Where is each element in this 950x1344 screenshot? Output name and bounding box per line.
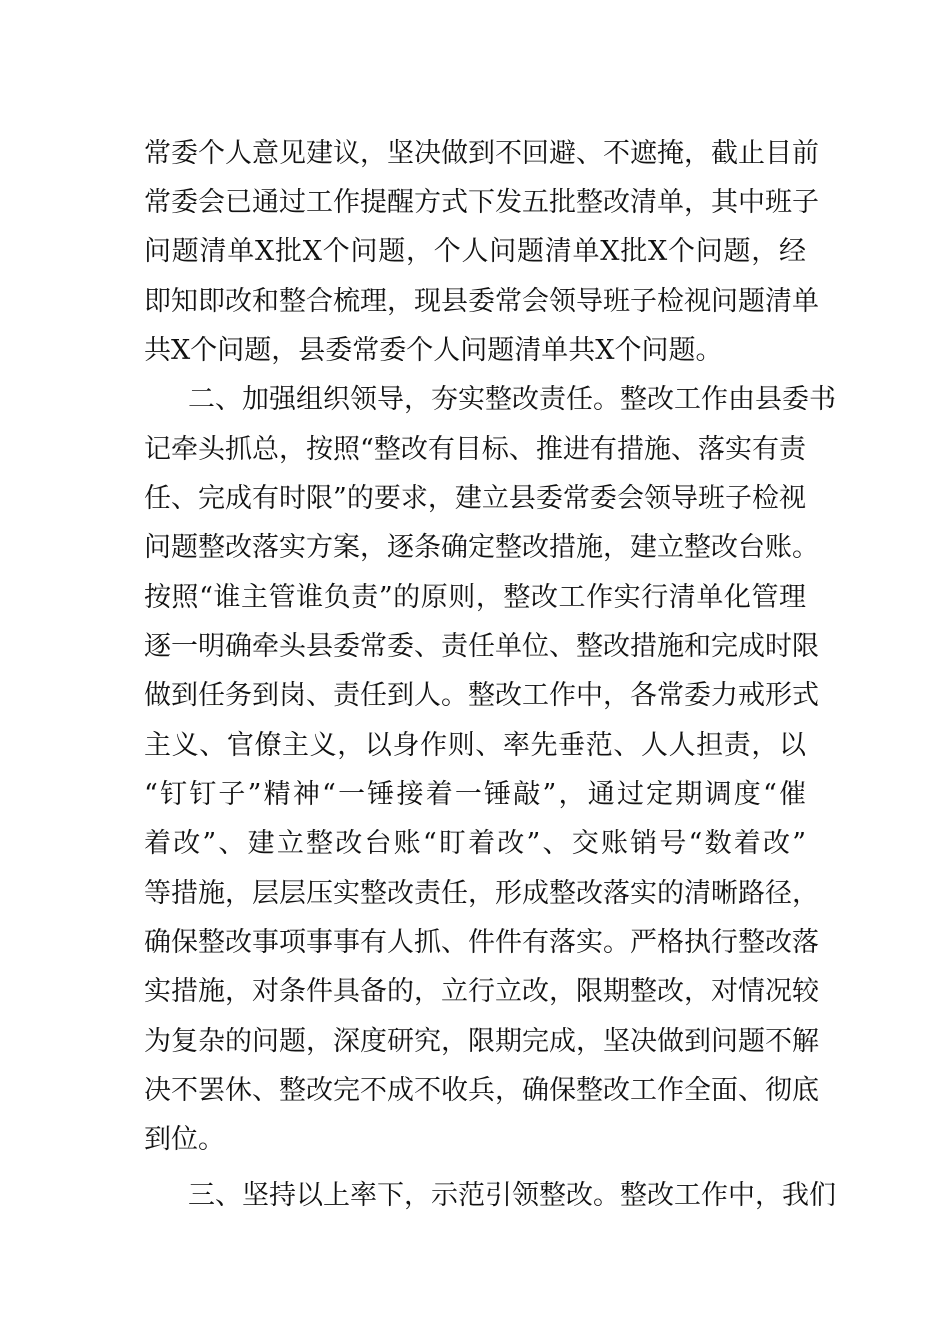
text-line: 按照“谁主管谁负责”的原则，整改工作实行清单化管理 <box>144 582 806 613</box>
text-line: 记牵头抓总，按照“整改有目标、推进有措施、落实有责 <box>144 434 806 465</box>
text-line: 常委会已通过工作提醒方式下发五批整改清单，其中班子 <box>144 187 819 218</box>
text-line: 确保整改事项事事有人抓、件件有落实。严格执行整改落 <box>144 927 819 958</box>
text-line: 问题整改落实方案，逐条确定整改措施，建立整改台账。 <box>144 532 819 563</box>
text-line: 常委个人意见建议，坚决做到不回避、不遮掩，截止目前 <box>144 138 819 169</box>
text-line: 主义、官僚主义，以身作则、率先垂范、人人担责，以 <box>144 730 806 761</box>
text-line: 逐一明确牵头县委常委、责任单位、整改措施和完成时限 <box>144 631 819 662</box>
text-line: 着改”、建立整改台账“盯着改”、交账销号“数着改” <box>144 828 806 859</box>
text-line: 为复杂的问题，深度研究，限期完成，坚决做到问题不解 <box>144 1026 819 1057</box>
text-line: 问题清单X批X个问题，个人问题清单X批X个问题，经 <box>144 236 806 267</box>
text-line: 做到任务到岗、责任到人。整改工作中，各常委力戒形式 <box>144 680 819 711</box>
paragraph-heading-line: 三、坚持以上率下，示范引领整改。整改工作中，我们 <box>188 1180 836 1211</box>
text-line: 决不罢休、整改完不成不收兵，确保整改工作全面、彻底 <box>144 1075 819 1106</box>
text-line: 共X个问题，县委常委个人问题清单共X个问题。 <box>144 335 723 366</box>
text-line: 任、完成有时限”的要求，建立县委常委会领导班子检视 <box>144 483 806 514</box>
paragraph-heading-line: 二、加强组织领导，夯实整改责任。整改工作由县委书 <box>188 384 836 415</box>
text-line: 等措施，层层压实整改责任，形成整改落实的清晰路径， <box>144 878 819 909</box>
text-line: 到位。 <box>144 1124 225 1155</box>
text-line: “钉钉子”精神“一锤接着一锤敲”，通过定期调度“催 <box>144 779 806 810</box>
text-line: 即知即改和整合梳理，现县委常会领导班子检视问题清单 <box>144 286 819 317</box>
text-line: 实措施，对条件具备的，立行立改，限期整改，对情况较 <box>144 976 819 1007</box>
